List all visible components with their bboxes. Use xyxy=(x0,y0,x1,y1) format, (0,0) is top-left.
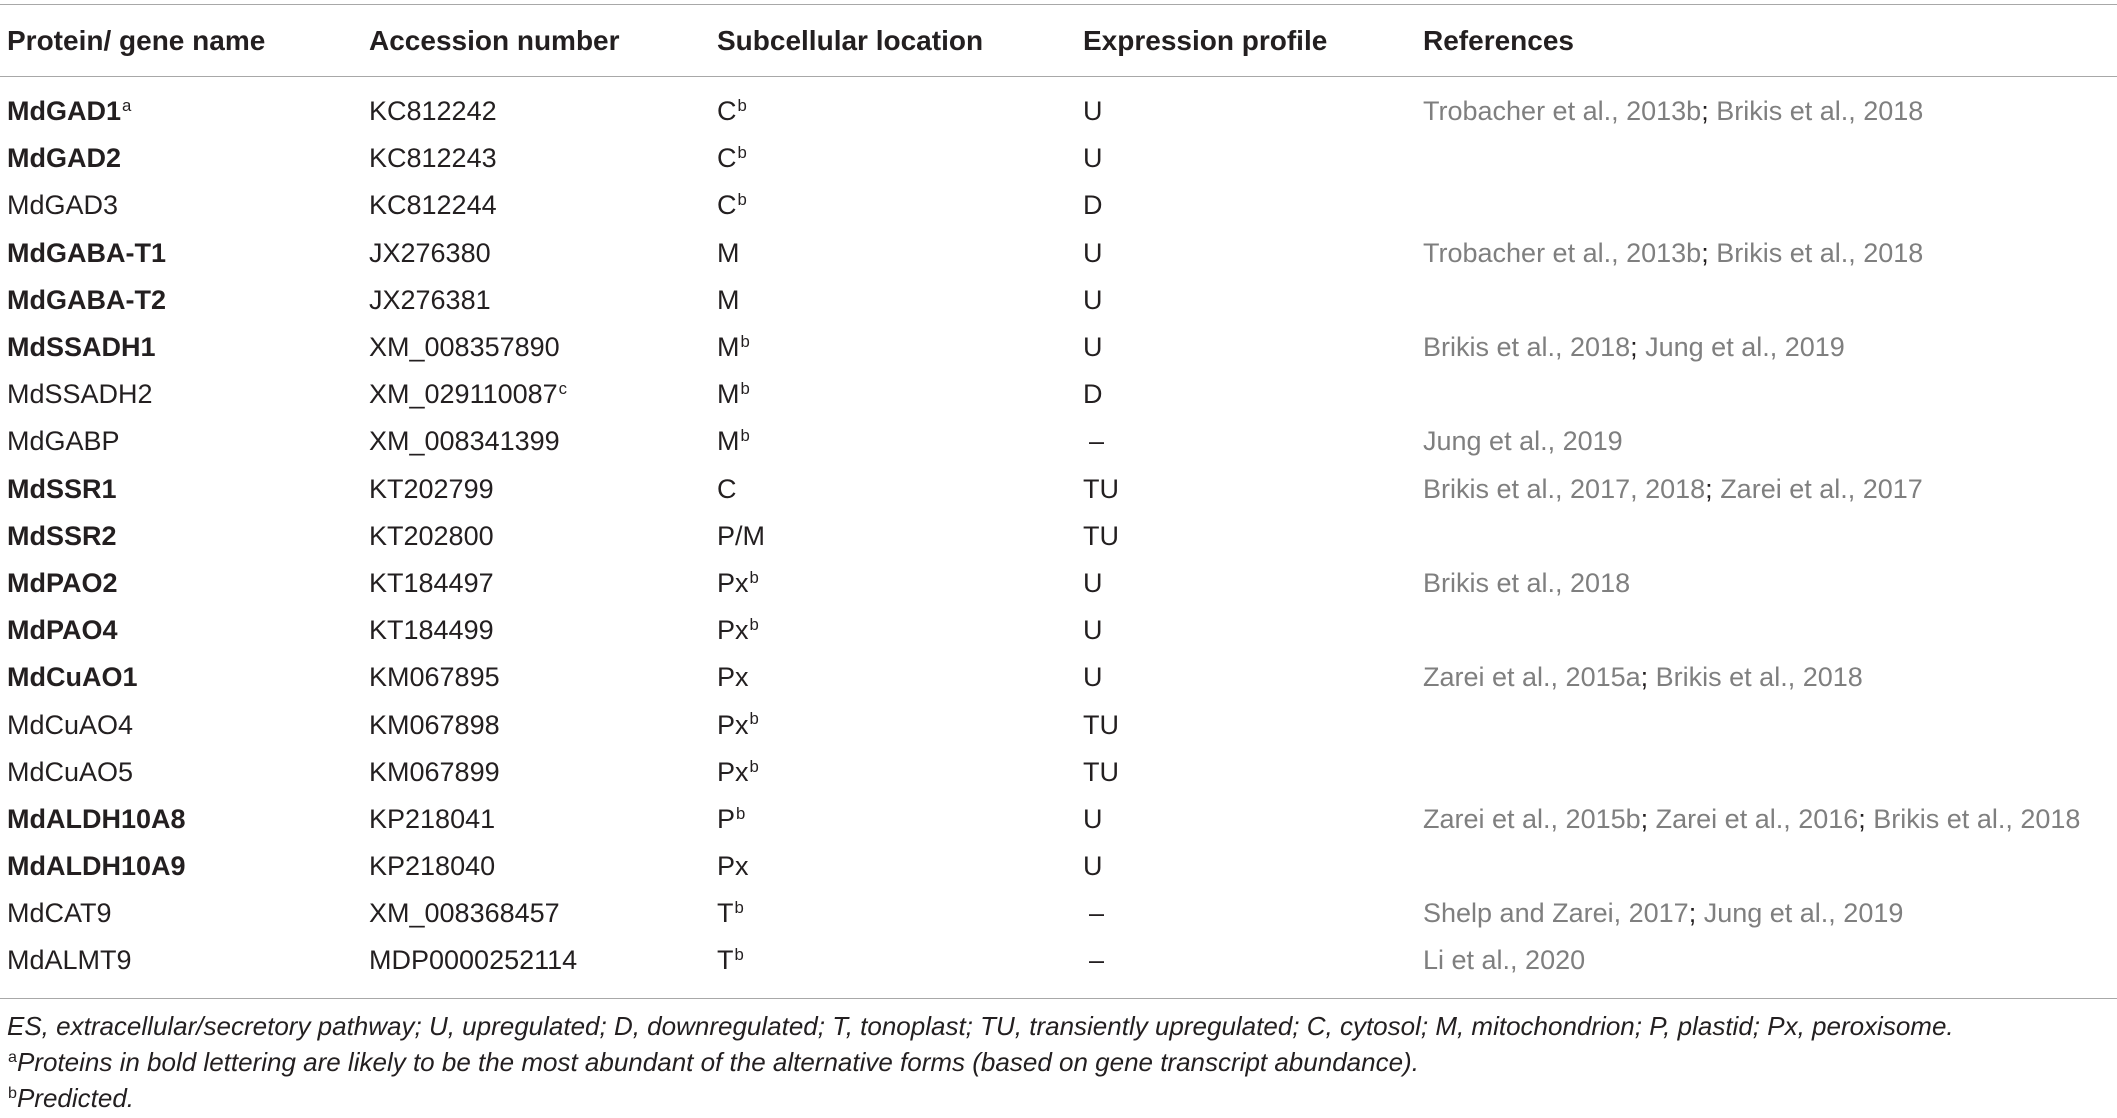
references-cell xyxy=(1423,96,2117,127)
reference-separator: ; xyxy=(1858,803,1874,834)
reference-link[interactable]: Li et al., 2020 xyxy=(1423,945,1586,976)
reference-separator: ; xyxy=(1640,662,1656,693)
reference-link[interactable]: Trobacher et al., 2013b xyxy=(1423,237,1702,268)
table-row xyxy=(0,466,2117,513)
protein-name-cell xyxy=(0,851,369,882)
reference-separator: ; xyxy=(1705,473,1721,504)
expression-profile: TU xyxy=(1083,756,1119,787)
table-header-rule xyxy=(0,76,2117,77)
protein-name-cell xyxy=(0,521,369,552)
accession-number-cell xyxy=(369,190,717,221)
subcellular-location-cell xyxy=(717,521,1083,552)
accession-number: KT202800 xyxy=(369,520,494,551)
subcellular-location-cell xyxy=(717,474,1083,505)
accession-number-cell xyxy=(369,379,717,410)
subcellular-location: P xyxy=(717,803,736,834)
table-top-rule xyxy=(0,4,2117,5)
protein-name-cell xyxy=(0,190,369,221)
accession-number-cell xyxy=(369,426,717,457)
subcellular-location: Px xyxy=(717,851,749,882)
protein-name: MdALDH10A9 xyxy=(7,851,186,882)
expression-profile: – xyxy=(1089,898,1105,929)
reference-separator: ; xyxy=(1688,898,1704,929)
table-row xyxy=(0,182,2117,229)
reference-link[interactable]: Brikis et al., 2018 xyxy=(1655,662,1863,693)
accession-number-cell xyxy=(369,474,717,505)
expression-profile: U xyxy=(1083,615,1103,646)
expression-profile-cell xyxy=(1083,945,1423,976)
location-footnote-mark: b xyxy=(737,143,747,163)
accession-number-cell xyxy=(369,757,717,788)
protein-name-cell xyxy=(0,426,369,457)
references-cell xyxy=(1423,426,2117,457)
table-row xyxy=(0,890,2117,937)
protein-name-cell xyxy=(0,804,369,835)
location-footnote-mark: b xyxy=(736,803,746,823)
protein-name-cell xyxy=(0,757,369,788)
expression-profile-cell xyxy=(1083,898,1423,929)
expression-profile-cell xyxy=(1083,379,1423,410)
subcellular-location: M xyxy=(717,379,740,410)
protein-name: MdGABA-T1 xyxy=(7,237,166,268)
accession-number-cell xyxy=(369,568,717,599)
protein-name-cell xyxy=(0,143,369,174)
protein-name: MdSSR1 xyxy=(7,473,117,504)
protein-name: MdGAD3 xyxy=(7,190,119,221)
subcellular-location: T xyxy=(717,945,734,976)
accession-number-cell xyxy=(369,285,717,316)
expression-profile-cell xyxy=(1083,285,1423,316)
protein-name-cell xyxy=(0,332,369,363)
expression-profile: U xyxy=(1083,567,1103,598)
protein-name: MdPAO4 xyxy=(7,615,118,646)
accession-number: MDP0000252114 xyxy=(369,945,578,976)
expression-profile-cell xyxy=(1083,662,1423,693)
reference-link[interactable]: Shelp and Zarei, 2017 xyxy=(1423,898,1689,929)
subcellular-location: Px xyxy=(717,756,749,787)
protein-name-cell xyxy=(0,96,369,127)
subcellular-location: M xyxy=(717,237,740,268)
expression-profile-cell xyxy=(1083,143,1423,174)
accession-number: KP218040 xyxy=(369,851,496,882)
subcellular-location-cell xyxy=(717,332,1083,363)
reference-link[interactable]: Jung et al., 2019 xyxy=(1423,426,1623,457)
location-footnote-mark: b xyxy=(734,898,744,918)
accession-number-cell xyxy=(369,898,717,929)
location-footnote-mark: b xyxy=(734,945,744,965)
column-header-references: References xyxy=(1423,25,1574,56)
table-row xyxy=(0,937,2117,984)
protein-name: MdGABA-T2 xyxy=(7,284,166,315)
subcellular-location: M xyxy=(717,332,740,363)
accession-number: XM_008357890 xyxy=(369,332,560,363)
table-bottom-rule xyxy=(0,998,2117,999)
references-cell xyxy=(1423,568,2117,599)
accession-number: KC812244 xyxy=(369,190,497,221)
expression-profile: D xyxy=(1083,190,1103,221)
location-footnote-mark: b xyxy=(740,426,750,446)
subcellular-location-cell xyxy=(717,96,1083,127)
table-row xyxy=(0,843,2117,890)
subcellular-location-cell xyxy=(717,615,1083,646)
protein-name: MdSSADH1 xyxy=(7,332,156,363)
table-row xyxy=(0,418,2117,465)
expression-profile-cell xyxy=(1083,474,1423,505)
subcellular-location-cell xyxy=(717,190,1083,221)
subcellular-location-cell xyxy=(717,285,1083,316)
reference-separator: ; xyxy=(1640,803,1656,834)
table-row xyxy=(0,371,2117,418)
accession-number: JX276381 xyxy=(369,284,491,315)
subcellular-location-cell xyxy=(717,568,1083,599)
protein-name-cell xyxy=(0,615,369,646)
accession-number: KP218041 xyxy=(369,803,496,834)
expression-profile-cell xyxy=(1083,190,1423,221)
location-footnote-mark: b xyxy=(749,567,759,587)
expression-profile: U xyxy=(1083,143,1103,174)
subcellular-location-cell xyxy=(717,804,1083,835)
accession-number: KM067895 xyxy=(369,662,500,693)
reference-separator: ; xyxy=(1701,96,1717,127)
expression-profile: TU xyxy=(1083,473,1119,504)
footnote-a-text: Proteins in bold lettering are likely to be the most abundant of the alternative forms (based on gene transcript abundance). xyxy=(16,1047,1419,1077)
expression-profile-cell xyxy=(1083,426,1423,457)
accession-number: XM_008368457 xyxy=(369,898,560,929)
accession-number: KC812242 xyxy=(369,96,497,127)
subcellular-location: C xyxy=(717,143,737,174)
expression-profile: – xyxy=(1089,426,1105,457)
subcellular-location-cell xyxy=(717,662,1083,693)
column-header-protein-name: Protein/ gene name xyxy=(7,25,266,56)
subcellular-location-cell xyxy=(717,426,1083,457)
table-body xyxy=(0,88,2117,985)
protein-name-cell xyxy=(0,710,369,741)
protein-name: MdCuAO4 xyxy=(7,709,134,740)
accession-number: KC812243 xyxy=(369,143,497,174)
column-header-expression-profile: Expression profile xyxy=(1083,25,1328,56)
protein-name: MdGABP xyxy=(7,426,120,457)
subcellular-location: M xyxy=(717,284,740,315)
references-cell xyxy=(1423,332,2117,363)
references-cell xyxy=(1423,804,2117,835)
expression-profile-cell xyxy=(1083,96,1423,127)
reference-link[interactable]: Brikis et al., 2018 xyxy=(1716,237,1924,268)
reference-link[interactable]: Zarei et al., 2015a xyxy=(1423,662,1641,693)
protein-name-footnote-mark: a xyxy=(122,95,132,115)
references-cell xyxy=(1423,238,2117,269)
reference-link[interactable]: Brikis et al., 2018 xyxy=(1423,332,1631,363)
accession-number-cell xyxy=(369,96,717,127)
subcellular-location-cell xyxy=(717,945,1083,976)
protein-name-cell xyxy=(0,379,369,410)
footnote-b-text: Predicted. xyxy=(16,1083,135,1113)
location-footnote-mark: b xyxy=(740,331,750,351)
footnote-abbreviations: ES, extracellular/secretory pathway; U, upregulated; D, downregulated; T, tonoplast; TU, transiently upregulated; C, cytosol; M, mitochondrion; P, plastid; Px, peroxisome. xyxy=(7,1011,1954,1041)
expression-profile: U xyxy=(1083,332,1103,363)
reference-link[interactable]: Brikis et al., 2018 xyxy=(1423,567,1631,598)
reference-link[interactable]: Zarei et al., 2015b xyxy=(1423,803,1641,834)
protein-name-cell xyxy=(0,474,369,505)
accession-number: JX276380 xyxy=(369,237,491,268)
table-row xyxy=(0,230,2117,277)
protein-name: MdPAO2 xyxy=(7,567,118,598)
subcellular-location-cell xyxy=(717,710,1083,741)
table-row xyxy=(0,88,2117,135)
accession-number: XM_008341399 xyxy=(369,426,560,457)
subcellular-location: Px xyxy=(717,662,749,693)
accession-number-cell xyxy=(369,804,717,835)
subcellular-location: C xyxy=(717,190,737,221)
accession-number: XM_029110087 xyxy=(369,379,558,410)
protein-name-cell xyxy=(0,568,369,599)
protein-name: MdCuAO5 xyxy=(7,756,134,787)
table-row xyxy=(0,796,2117,843)
protein-name: MdALDH10A8 xyxy=(7,803,186,834)
accession-number-cell xyxy=(369,662,717,693)
protein-name: MdCuAO1 xyxy=(7,662,138,693)
accession-number-cell xyxy=(369,945,717,976)
subcellular-location-cell xyxy=(717,379,1083,410)
location-footnote-mark: b xyxy=(749,614,759,634)
subcellular-location: Px xyxy=(717,567,749,598)
references-cell xyxy=(1423,662,2117,693)
accession-number-cell xyxy=(369,615,717,646)
expression-profile: U xyxy=(1083,851,1103,882)
accession-number: KT184497 xyxy=(369,567,494,598)
protein-name-cell xyxy=(0,898,369,929)
protein-name: MdALMT9 xyxy=(7,945,132,976)
table-footnotes xyxy=(7,1008,2112,1116)
accession-number: KM067899 xyxy=(369,756,500,787)
accession-number-cell xyxy=(369,710,717,741)
location-footnote-mark: b xyxy=(737,190,747,210)
reference-link[interactable]: Brikis et al., 2018 xyxy=(1873,803,2081,834)
subcellular-location-cell xyxy=(717,898,1083,929)
expression-profile: U xyxy=(1083,284,1103,315)
subcellular-location: M xyxy=(717,426,740,457)
table-row xyxy=(0,324,2117,371)
protein-name-cell xyxy=(0,238,369,269)
protein-name: MdCAT9 xyxy=(7,898,112,929)
expression-profile: D xyxy=(1083,379,1103,410)
protein-name: MdSSADH2 xyxy=(7,379,153,410)
expression-profile-cell xyxy=(1083,710,1423,741)
footnote-b xyxy=(7,1080,2112,1116)
accession-number-cell xyxy=(369,521,717,552)
reference-link[interactable]: Jung et al., 2019 xyxy=(1703,898,1904,929)
location-footnote-mark: b xyxy=(749,709,759,729)
subcellular-location-cell xyxy=(717,757,1083,788)
accession-number-cell xyxy=(369,332,717,363)
references-cell xyxy=(1423,898,2117,929)
table-row xyxy=(0,135,2117,182)
accession-number-cell xyxy=(369,238,717,269)
subcellular-location-cell xyxy=(717,851,1083,882)
footnote-a xyxy=(7,1044,2112,1080)
reference-link[interactable]: Zarei et al., 2017 xyxy=(1720,473,1923,504)
subcellular-location: C xyxy=(717,473,737,504)
footnote-b-mark: b xyxy=(8,1084,17,1103)
expression-profile: U xyxy=(1083,237,1103,268)
protein-name: MdGAD1 xyxy=(7,96,121,127)
location-footnote-mark: b xyxy=(737,95,747,115)
expression-profile-cell xyxy=(1083,615,1423,646)
expression-profile-cell xyxy=(1083,238,1423,269)
reference-separator: ; xyxy=(1630,332,1646,363)
table-row xyxy=(0,560,2117,607)
accession-footnote-mark: c xyxy=(558,379,568,399)
reference-link[interactable]: Trobacher et al., 2013b xyxy=(1423,96,1702,127)
table-row xyxy=(0,749,2117,796)
subcellular-location: Px xyxy=(717,709,749,740)
reference-link[interactable]: Brikis et al., 2017, 2018 xyxy=(1423,473,1706,504)
subcellular-location: Px xyxy=(717,615,749,646)
location-footnote-mark: b xyxy=(749,756,759,776)
expression-profile-cell xyxy=(1083,757,1423,788)
accession-number-cell xyxy=(369,851,717,882)
expression-profile: – xyxy=(1089,945,1105,976)
expression-profile-cell xyxy=(1083,804,1423,835)
accession-number: KT202799 xyxy=(369,473,494,504)
table-row xyxy=(0,654,2117,701)
expression-profile: U xyxy=(1083,803,1103,834)
accession-number: KM067898 xyxy=(369,709,500,740)
accession-number: KT184499 xyxy=(369,615,494,646)
table-header xyxy=(0,6,2117,76)
expression-profile-cell xyxy=(1083,521,1423,552)
subcellular-location: P/M xyxy=(717,520,766,551)
subcellular-location-cell xyxy=(717,238,1083,269)
protein-name-cell xyxy=(0,285,369,316)
protein-name-cell xyxy=(0,662,369,693)
reference-separator: ; xyxy=(1701,237,1717,268)
subcellular-location: C xyxy=(717,96,737,127)
protein-name: MdSSR2 xyxy=(7,520,117,551)
table-row xyxy=(0,701,2117,748)
references-cell xyxy=(1423,474,2117,505)
references-cell xyxy=(1423,945,2117,976)
table-row xyxy=(0,513,2117,560)
expression-profile: U xyxy=(1083,96,1103,127)
accession-number-cell xyxy=(369,143,717,174)
expression-profile: TU xyxy=(1083,520,1119,551)
expression-profile-cell xyxy=(1083,332,1423,363)
reference-link[interactable]: Jung et al., 2019 xyxy=(1645,332,1845,363)
table-row xyxy=(0,607,2117,654)
subcellular-location: T xyxy=(717,898,734,929)
expression-profile-cell xyxy=(1083,851,1423,882)
subcellular-location-cell xyxy=(717,143,1083,174)
expression-profile: TU xyxy=(1083,709,1119,740)
protein-name-cell xyxy=(0,945,369,976)
footnote-a-mark: a xyxy=(8,1048,17,1067)
location-footnote-mark: b xyxy=(740,379,750,399)
expression-profile-cell xyxy=(1083,568,1423,599)
column-header-accession-number: Accession number xyxy=(369,25,620,56)
table-row xyxy=(0,277,2117,324)
column-header-subcellular-location: Subcellular location xyxy=(717,25,984,56)
reference-link[interactable]: Brikis et al., 2018 xyxy=(1716,96,1924,127)
reference-link[interactable]: Zarei et al., 2016 xyxy=(1655,803,1859,834)
protein-name: MdGAD2 xyxy=(7,143,121,174)
expression-profile: U xyxy=(1083,662,1103,693)
